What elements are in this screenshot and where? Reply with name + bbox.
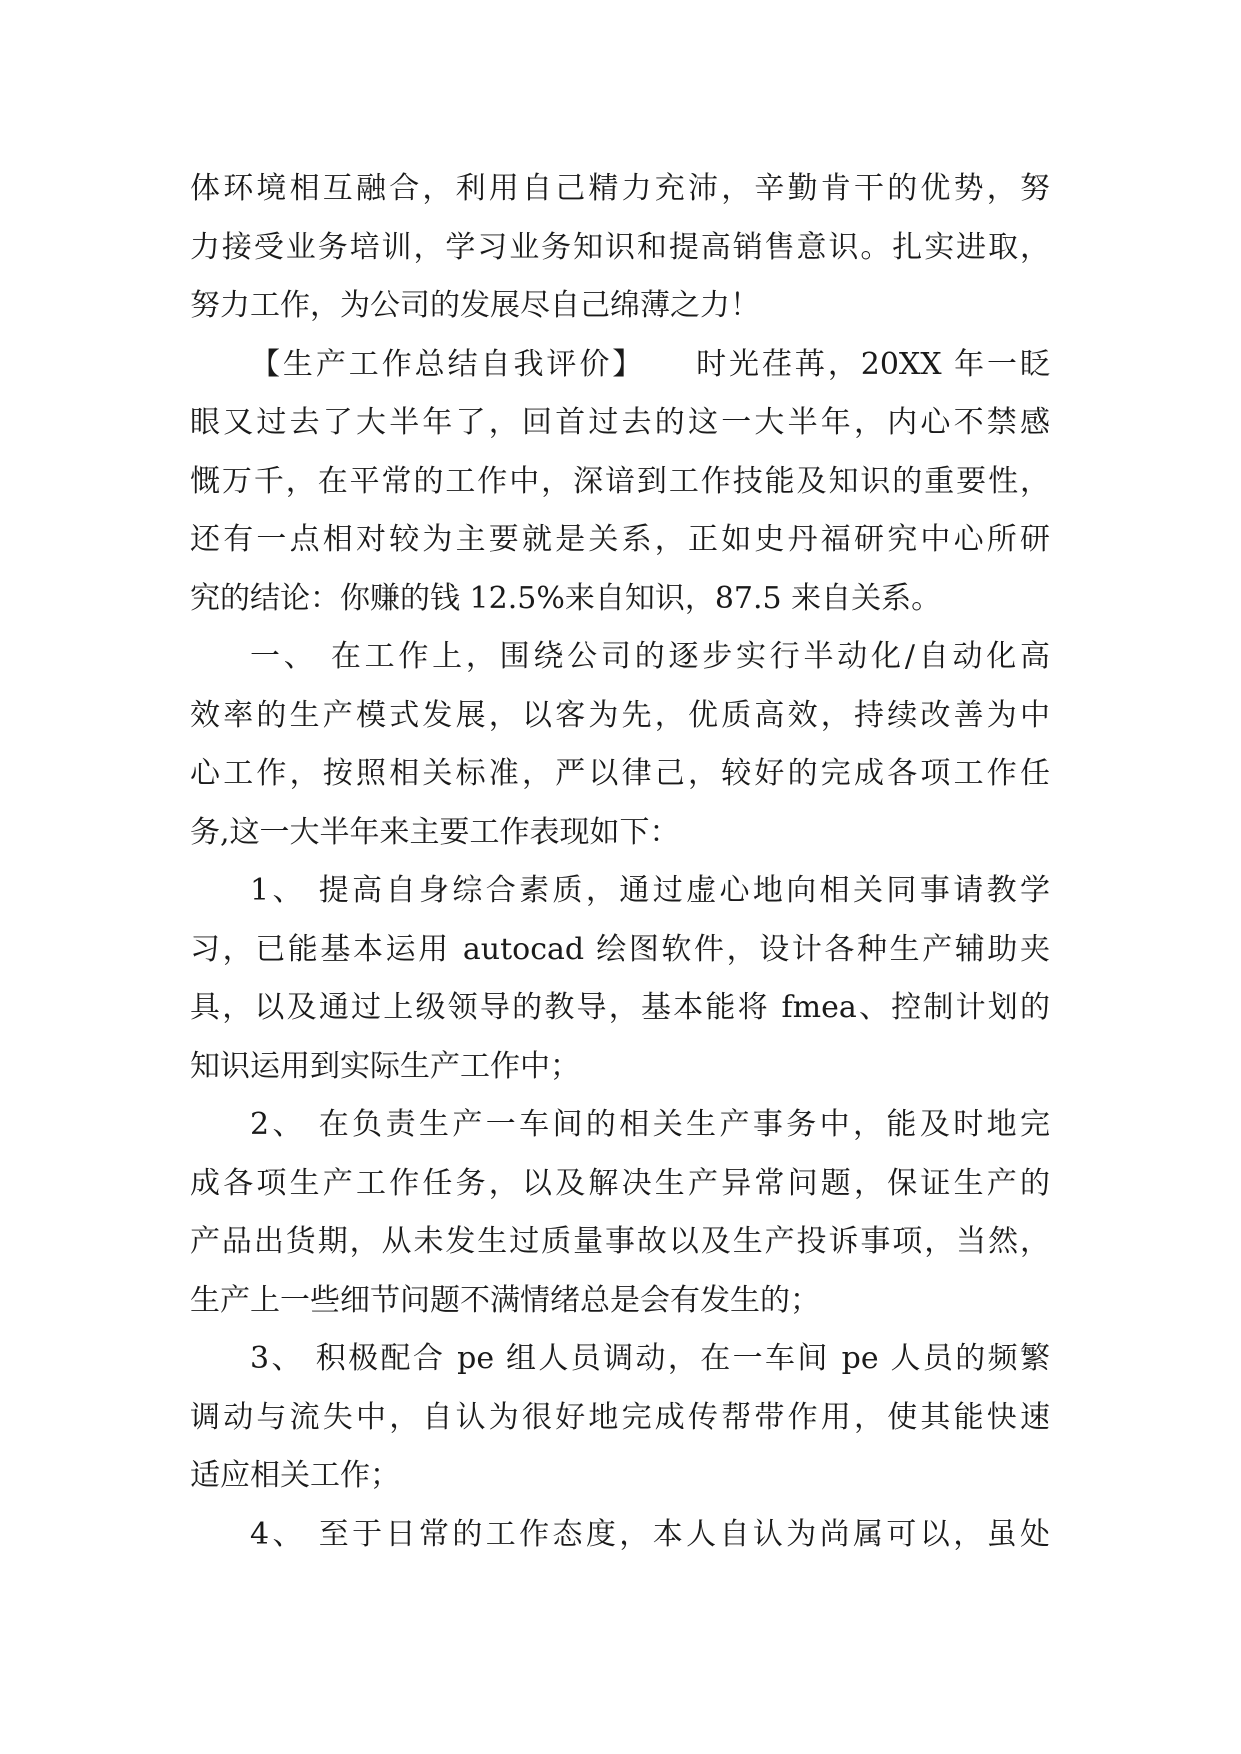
- text-line: 眼又过去了大半年了，回首过去的这一大半年，内心不禁感: [190, 405, 1050, 440]
- paragraph: [190, 628, 1050, 862]
- text-line: 生产上一些细节问题不满情绪总是会有发生的；: [190, 1282, 820, 1318]
- text-line: 体环境相互融合，利用自己精力充沛，辛勤肯干的优势，努: [190, 171, 1050, 206]
- text-line: 适应相关工作；: [190, 1458, 400, 1493]
- text-line: 调动与流失中，自认为很好地完成传帮带作用，使其能快速: [190, 1399, 1050, 1435]
- text-line: 力接受业务培训，学习业务知识和提高销售意识。扎实进取，: [190, 229, 1050, 265]
- text-line: 习，已能基本运用 autocad 绘图软件，设计各种生产辅助夹: [190, 931, 1050, 967]
- text-line: 成各项生产工作任务，以及解决生产异常问题，保证生产的: [190, 1165, 1050, 1201]
- text-line: 效率的生产模式发展，以客为先，优质高效，持续改善为中: [190, 697, 1050, 733]
- document-body: [190, 160, 1050, 1564]
- text-line: 努力工作，为公司的发展尽自己绵薄之力！: [190, 288, 760, 323]
- text-line: 【生产工作总结自我评价】 时光荏苒，20XX 年一眨: [250, 346, 1050, 382]
- text-line: 产品出货期，从未发生过质量事故以及生产投诉事项，当然，: [190, 1224, 1050, 1259]
- text-line: 3、 积极配合 pe 组人员调动，在一车间 pe 人员的频繁: [250, 1341, 1050, 1376]
- text-line: 1、 提高自身综合素质，通过虚心地向相关同事请教学: [250, 873, 1050, 908]
- text-line: 2、 在负责生产一车间的相关生产事务中，能及时地完: [250, 1107, 1050, 1142]
- paragraph: [190, 1506, 1050, 1565]
- text-line: 务,这一大半年来主要工作表现如下：: [190, 814, 680, 850]
- paragraph: [190, 862, 1050, 1096]
- paragraph: [190, 336, 1050, 629]
- text-line: 4、 至于日常的工作态度，本人自认为尚属可以，虽处: [250, 1516, 1050, 1552]
- text-line: 一、 在工作上，围绕公司的逐步实行半动化/自动化高: [250, 639, 1050, 674]
- paragraph: [190, 160, 1050, 336]
- text-line: 具，以及通过上级领导的教导，基本能将 fmea、控制计划的: [190, 990, 1050, 1025]
- text-line: 心工作，按照相关标准，严以律己，较好的完成各项工作任: [190, 756, 1050, 791]
- paragraph: [190, 1330, 1050, 1506]
- paragraph: [190, 1096, 1050, 1330]
- text-line: 还有一点相对较为主要就是关系，正如史丹福研究中心所研: [190, 522, 1050, 557]
- text-line: 慨万千，在平常的工作中，深谙到工作技能及知识的重要性，: [190, 463, 1050, 499]
- text-line: 究的结论：你赚的钱 12.5%来自知识，87.5 来自关系。: [190, 580, 942, 616]
- text-line: 知识运用到实际生产工作中；: [190, 1048, 580, 1084]
